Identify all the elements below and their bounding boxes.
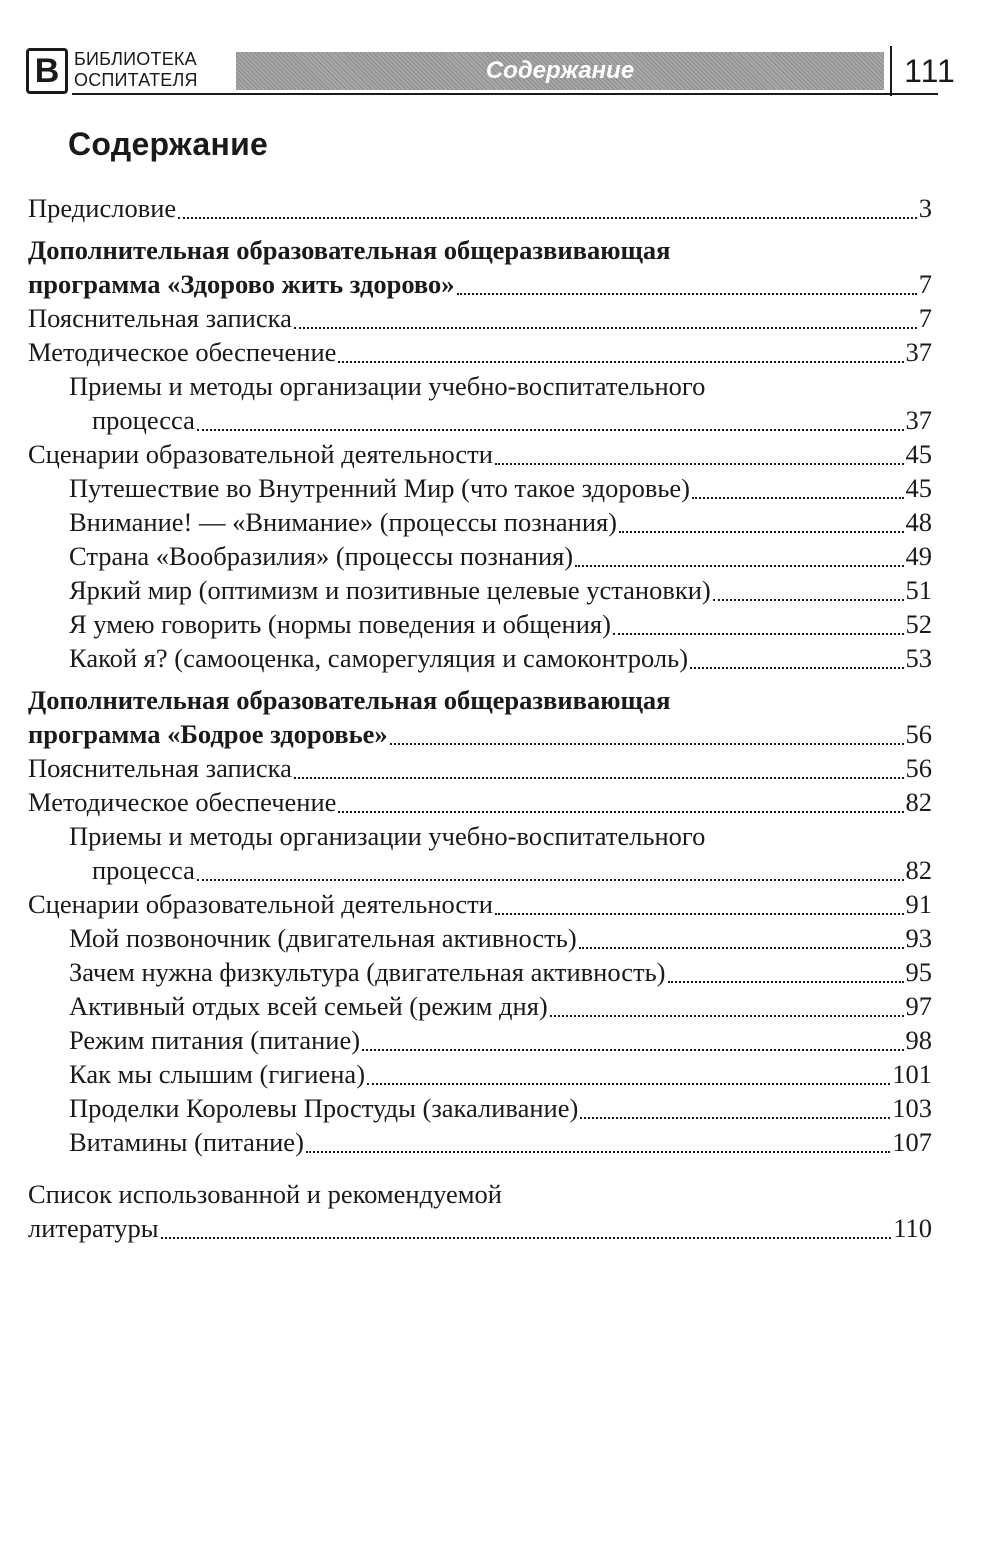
toc-p1-methods-line1[interactable]: Приемы и методы организации учебно-воспитательного [69, 371, 706, 401]
dot-leader [550, 1015, 904, 1017]
toc-entry-page: 97 [905, 991, 932, 1021]
toc-entry-page: 56 [905, 719, 932, 749]
header-underline [72, 93, 236, 95]
toc-entry-page: 95 [905, 957, 932, 987]
toc-entry-p1-item[interactable] [28, 607, 932, 641]
toc-entry-title: литературы [28, 1213, 159, 1243]
dot-leader [690, 667, 903, 669]
dot-leader [338, 811, 903, 813]
toc-entry-page: 101 [892, 1059, 932, 1089]
toc-entry-title: Методическое обеспечение [28, 337, 337, 367]
toc-entry-title: Методическое обеспечение [28, 787, 337, 817]
running-header [26, 44, 956, 100]
toc-entry-title: Мой позвоночник (двигательная активность) [69, 923, 577, 953]
toc-entry-page: 103 [892, 1093, 932, 1123]
toc-entry-title: Как мы слышим (гигиена) [69, 1059, 366, 1089]
toc-entry-p2-methodical-support[interactable] [28, 785, 932, 819]
dot-leader [197, 879, 904, 881]
toc-entry-title: Предисловие [28, 193, 177, 223]
dot-leader [692, 497, 903, 499]
toc-entry-page: 98 [905, 1025, 932, 1055]
toc-entry-title: программа «Бодрое здоровье» [28, 719, 388, 749]
dot-leader [390, 743, 904, 745]
toc-entry-p2-methods[interactable] [28, 853, 932, 887]
dot-leader [294, 777, 904, 779]
toc-entry-p2-item[interactable] [28, 1125, 932, 1159]
toc-entry-title: Внимание! — «Внимание» (процессы познания) [69, 507, 618, 537]
dot-leader [197, 429, 904, 431]
dot-leader [306, 1151, 890, 1153]
toc-entry-page: 110 [893, 1213, 932, 1243]
toc-entry-page: 107 [892, 1127, 932, 1157]
toc-entry-p1-item[interactable] [28, 641, 932, 675]
page-title: Содержание [68, 126, 269, 162]
dot-leader [457, 293, 917, 295]
toc-entry-title: Сценарии образовательной деятельности [28, 889, 493, 919]
toc-entry-foreword[interactable] [28, 191, 932, 225]
logo-letter: В [34, 52, 60, 90]
toc-entry-program2[interactable] [28, 717, 932, 751]
toc-entry-p2-item[interactable] [28, 1091, 932, 1125]
toc-entry-page: 51 [905, 575, 932, 605]
dot-leader [161, 1237, 892, 1239]
dot-leader [294, 327, 917, 329]
dot-leader [575, 565, 903, 567]
toc-entry-p2-item[interactable] [28, 1023, 932, 1057]
toc-entry-title: процесса [92, 855, 195, 885]
dot-leader [579, 947, 904, 949]
toc-entry-p1-item[interactable] [28, 471, 932, 505]
toc-entry-title: Яркий мир (оптимизм и позитивные целевые установки) [69, 575, 711, 605]
toc-entry-title: Сценарии образовательной деятельности [28, 439, 493, 469]
toc-entry-page: 56 [905, 753, 932, 783]
toc-entry-title: Зачем нужна физкультура (двигательная активность) [69, 957, 666, 987]
toc-entry-page: 91 [905, 889, 932, 919]
toc-entry-page: 49 [905, 541, 932, 571]
toc-entry-title: Страна «Вообразилия» (процессы познания) [69, 541, 574, 571]
toc-entry-page: 53 [905, 643, 932, 673]
toc-entry-page: 3 [918, 193, 932, 223]
toc-entry-page: 37 [905, 405, 932, 435]
dot-leader [668, 981, 904, 983]
series-name [74, 49, 234, 91]
toc-entry-p1-item[interactable] [28, 539, 932, 573]
toc-program2-title-line1[interactable]: Дополнительная образовательная общеразвивающая [28, 685, 671, 715]
toc-entry-p2-scenarios[interactable] [28, 887, 932, 921]
toc-entry-title: Какой я? (самооценка, саморегуляция и самоконтроль) [69, 643, 689, 673]
toc-entry-page: 82 [905, 787, 932, 817]
toc-entry-p2-item[interactable] [28, 955, 932, 989]
header-section-title: Содержание [485, 57, 635, 84]
toc-entry-page: 7 [918, 303, 932, 333]
toc-entry-p1-methods[interactable] [28, 403, 932, 437]
dot-leader [580, 1117, 890, 1119]
toc-entry-p1-explanatory-note[interactable] [28, 301, 932, 335]
toc-bibliography-line1[interactable]: Список использованной и рекомендуемой [28, 1179, 502, 1209]
toc-entry-title: Витамины (питание) [69, 1127, 304, 1157]
toc-entry-title: Режим питания (питание) [69, 1025, 361, 1055]
toc-entry-p2-item[interactable] [28, 989, 932, 1023]
toc-entry-page: 45 [905, 473, 932, 503]
series-name-line1: БИБЛИОТЕКА [74, 49, 197, 69]
toc-entry-p1-scenarios[interactable] [28, 437, 932, 471]
toc-entry-title: Пояснительная записка [28, 303, 292, 333]
toc-entry-title: Активный отдых всей семьей (режим дня) [69, 991, 548, 1021]
toc-entry-p1-item[interactable] [28, 573, 932, 607]
dot-leader [495, 913, 904, 915]
dot-leader [495, 463, 904, 465]
toc-entry-p2-item[interactable] [28, 921, 932, 955]
toc-entry-p1-item[interactable] [28, 505, 932, 539]
series-name-line2: ОСПИТАТЕЛЯ [74, 70, 198, 90]
dot-leader [178, 217, 917, 219]
header-page-number: 111 [904, 52, 956, 89]
toc-entry-page: 45 [905, 439, 932, 469]
toc-entry-title: Проделки Королевы Простуды (закаливание) [69, 1093, 579, 1123]
toc-p2-methods-line1[interactable]: Приемы и методы организации учебно-воспитательного [69, 821, 706, 851]
toc-entry-page: 93 [905, 923, 932, 953]
toc-entry-title: Я умею говорить (нормы поведения и общения) [69, 609, 611, 639]
dot-leader [619, 531, 903, 533]
toc-entry-p2-explanatory-note[interactable] [28, 751, 932, 785]
toc-entry-title: Путешествие во Внутренний Мир (что такое здоровье) [69, 473, 691, 503]
dot-leader [367, 1083, 890, 1085]
dot-leader [338, 361, 903, 363]
toc-program1-title-line1[interactable]: Дополнительная образовательная общеразвивающая [28, 235, 671, 265]
toc-entry-page: 48 [905, 507, 932, 537]
toc-entry-p2-item[interactable] [28, 1057, 932, 1091]
toc-entry-page: 82 [905, 855, 932, 885]
table-of-contents [28, 191, 932, 1245]
toc-entry-title: программа «Здорово жить здорово» [28, 269, 455, 299]
toc-entry-program1[interactable] [28, 267, 932, 301]
dot-leader [362, 1049, 903, 1051]
toc-entry-bibliography[interactable] [28, 1211, 932, 1245]
toc-entry-p1-methodical-support[interactable] [28, 335, 932, 369]
toc-entry-page: 37 [905, 337, 932, 367]
dot-leader [613, 633, 904, 635]
toc-entry-title: Пояснительная записка [28, 753, 292, 783]
header-rule [236, 93, 938, 95]
toc-entry-page: 7 [918, 269, 932, 299]
series-logo [26, 48, 68, 94]
header-separator [890, 46, 892, 96]
dot-leader [713, 599, 904, 601]
toc-entry-title: процесса [92, 405, 195, 435]
toc-entry-page: 52 [905, 609, 932, 639]
